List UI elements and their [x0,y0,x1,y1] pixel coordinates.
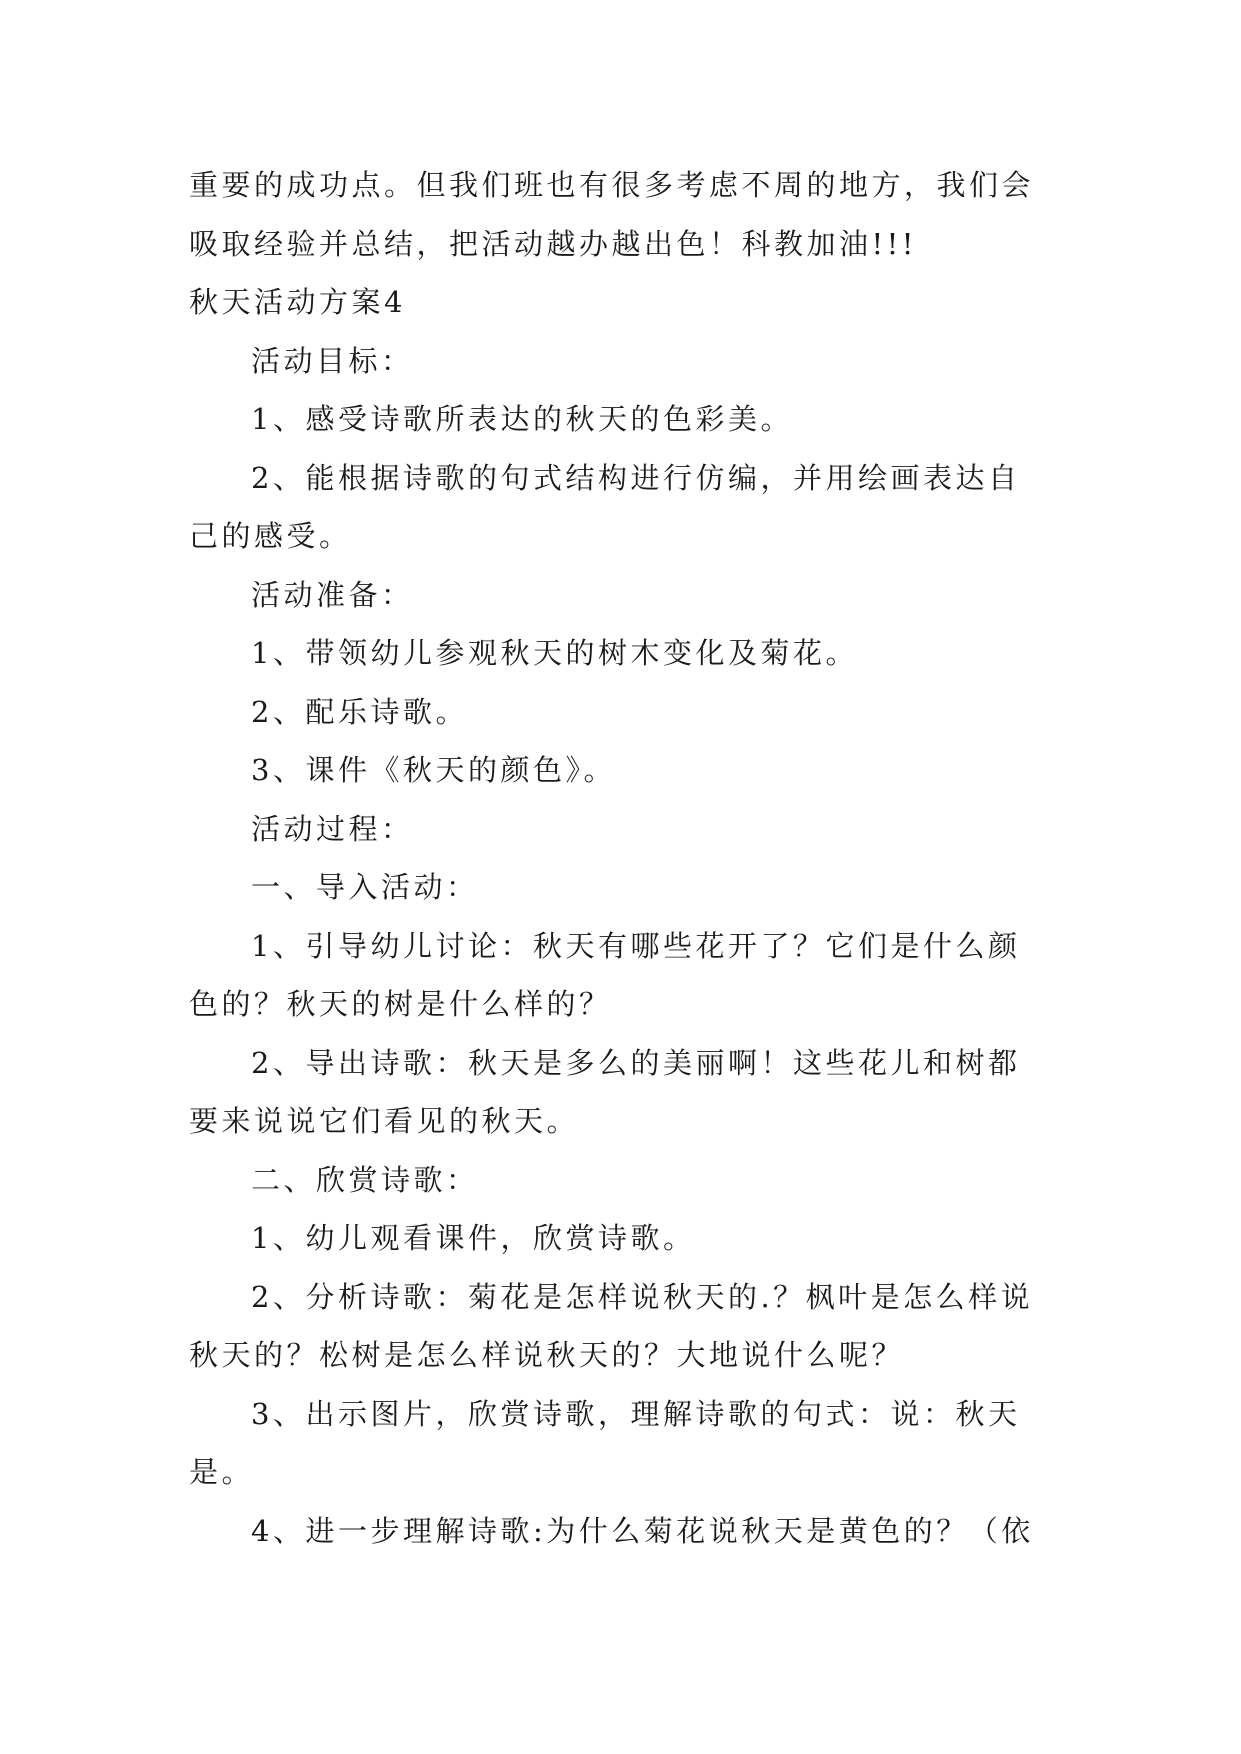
subheading: 一、导入活动： [251,870,479,904]
list-item: 1、幼儿观看课件，欣赏诗歌。 [251,1221,696,1255]
list-item: 3、课件《秋天的颜色》。 [251,753,616,787]
list-item-continuation: 要来说说它们看见的秋天。 [189,1104,580,1138]
list-item: 1、引导幼儿讨论：秋天有哪些花开了？它们是什么颜 [251,928,1021,963]
subheading: 活动目标： [251,343,414,378]
list-item: 1、带领幼儿参观秋天的树木变化及菊花。 [251,636,858,670]
list-item: 4、进一步理解诗歌:为什么菊花说秋天是黄色的？（依 [251,1513,1034,1548]
list-item-continuation: 秋天的？松树是怎么样说秋天的？大地说什么呢？ [189,1338,905,1372]
list-item: 2、导出诗歌：秋天是多么的美丽啊！这些花儿和树都 [251,1045,1021,1080]
list-item: 2、配乐诗歌。 [251,694,468,729]
subheading: 活动过程： [251,811,414,846]
list-item-continuation: 己的感受。 [189,519,352,553]
list-item-continuation: 是。 [189,1455,255,1489]
document-body [189,156,1051,1560]
list-item-continuation: 色的？秋天的树是什么样的？ [189,987,612,1021]
list-item: 3、出示图片，欣赏诗歌，理解诗歌的句式：说：秋天 [251,1396,1021,1431]
paragraph-line: 重要的成功点。但我们班也有很多考虑不周的地方，我们会 [189,168,1035,202]
list-item: 2、分析诗歌：菊花是怎样说秋天的.？枫叶是怎么样说 [251,1279,1034,1314]
list-item: 2、能根据诗歌的句式结构进行仿编，并用绘画表达自 [251,460,1021,495]
list-item: 1、感受诗歌所表达的秋天的色彩美。 [251,402,793,436]
paragraph-line: 吸取经验并总结，把活动越办越出色！科教加油!!! [189,226,917,261]
subheading: 二、欣赏诗歌： [251,1162,479,1197]
subheading: 活动准备： [251,577,414,612]
section-heading: 秋天活动方案4 [189,285,406,319]
